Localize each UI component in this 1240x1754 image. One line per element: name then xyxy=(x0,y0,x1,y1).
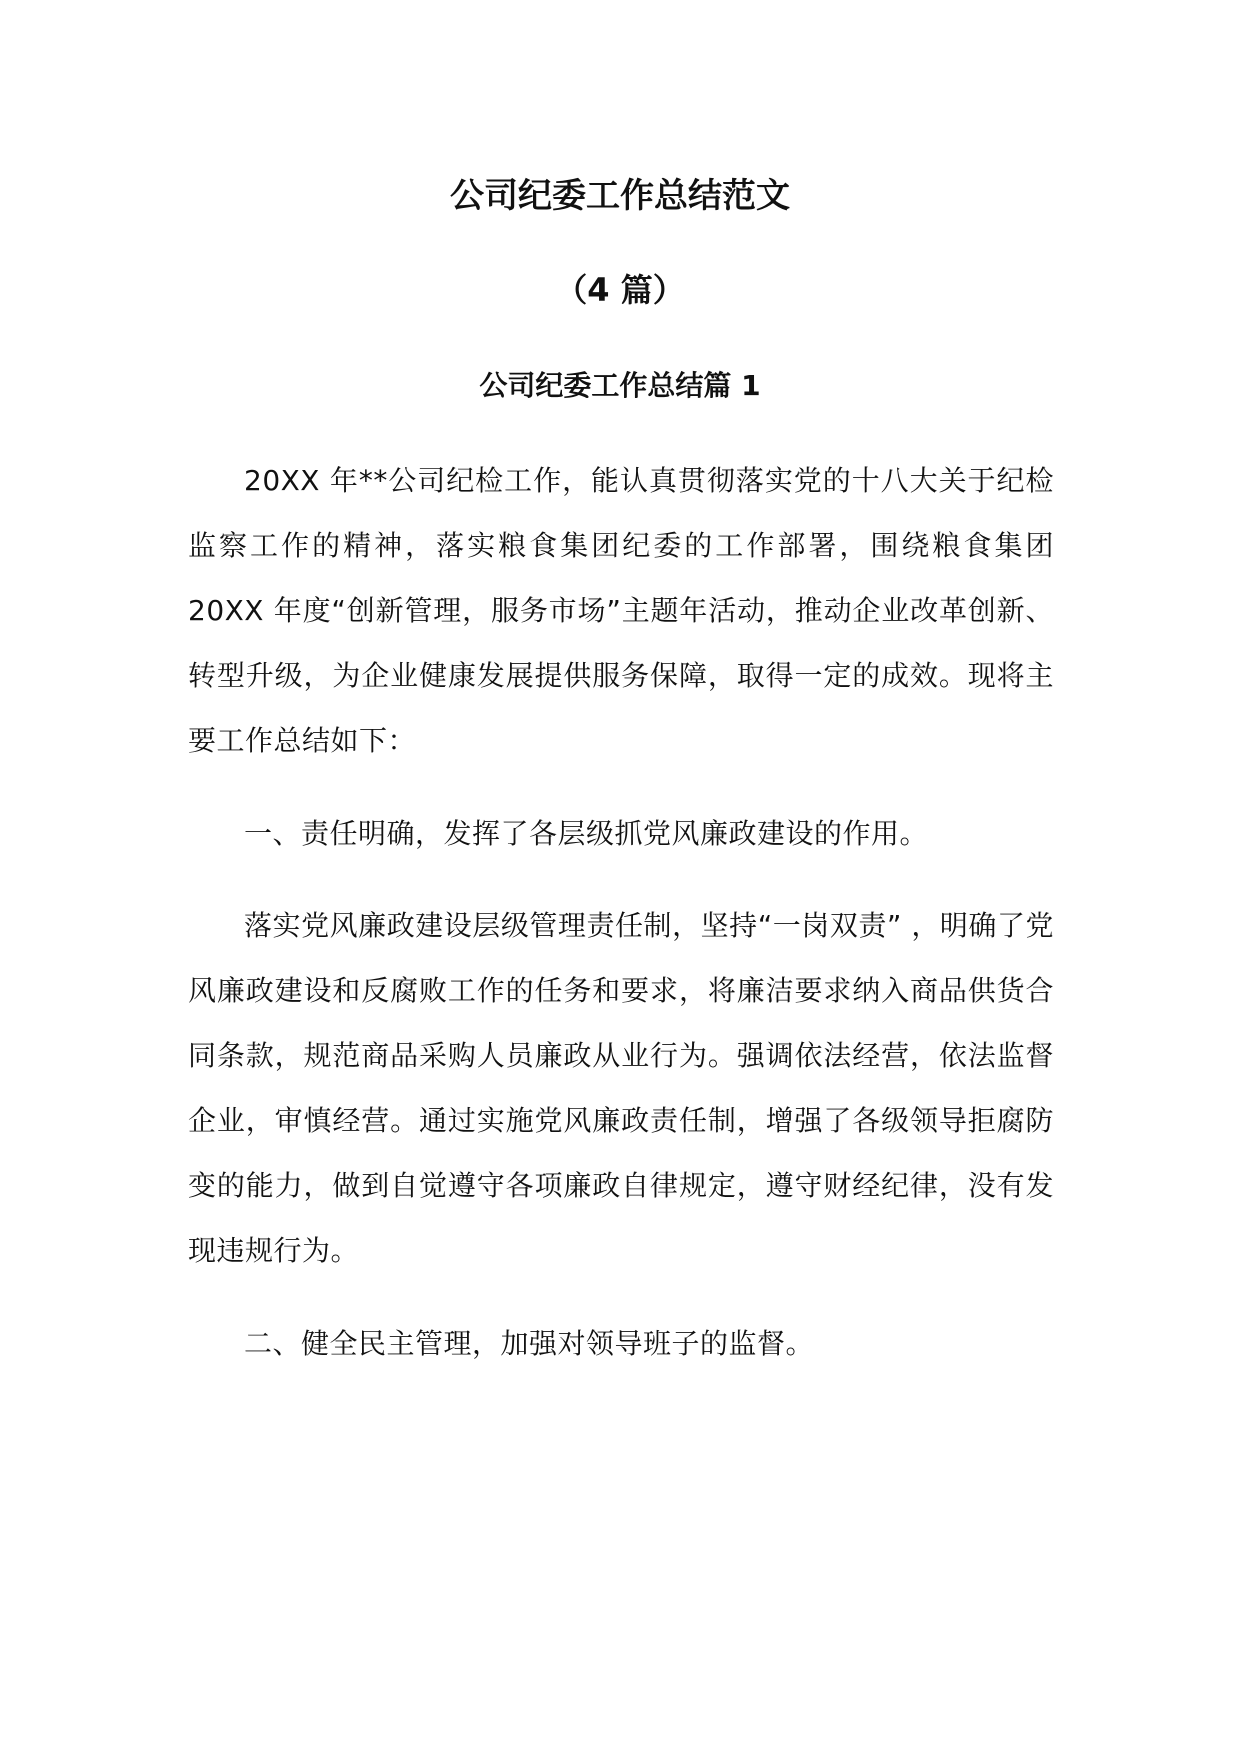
heading-two-paragraph: 二、健全民主管理，加强对领导班子的监督。 xyxy=(244,1327,815,1360)
section-title: 公司纪委工作总结篇 1 xyxy=(479,369,761,402)
document-subtitle: （4 篇） xyxy=(555,271,685,309)
intro-paragraph: 20XX 年**公司纪检工作，能认真贯彻落实党的十八大关于纪检监察工作的精神，落实粮食集团纪委的工作部署，围绕粮食集团 20XX 年度“创新管理，服务市场”主题年活动，推动企业改革创新、转型升级，为企业健康发展提供服务保障，取得一定的成效。现将主要工作总结如下： xyxy=(188,464,1054,757)
heading-one-paragraph: 一、责任明确，发挥了各层级抓党风廉政建设的作用。 xyxy=(244,817,929,850)
responsibility-paragraph: 落实党风廉政建设层级管理责任制，坚持“一岗双责” ，明确了党风廉政建设和反腐败工作的任务和要求，将廉洁要求纳入商品供货合同条款，规范商品采购人员廉政从业行为。强调依法经营，依法监督企业，审慎经营。通过实施党风廉政责任制，增强了各级领导拒腐防变的能力，做到自觉遵守各项廉政自律规定，遵守财经纪律，没有发现违规行为。 xyxy=(188,909,1054,1267)
document-title: 公司纪委工作总结范文 xyxy=(450,176,790,216)
